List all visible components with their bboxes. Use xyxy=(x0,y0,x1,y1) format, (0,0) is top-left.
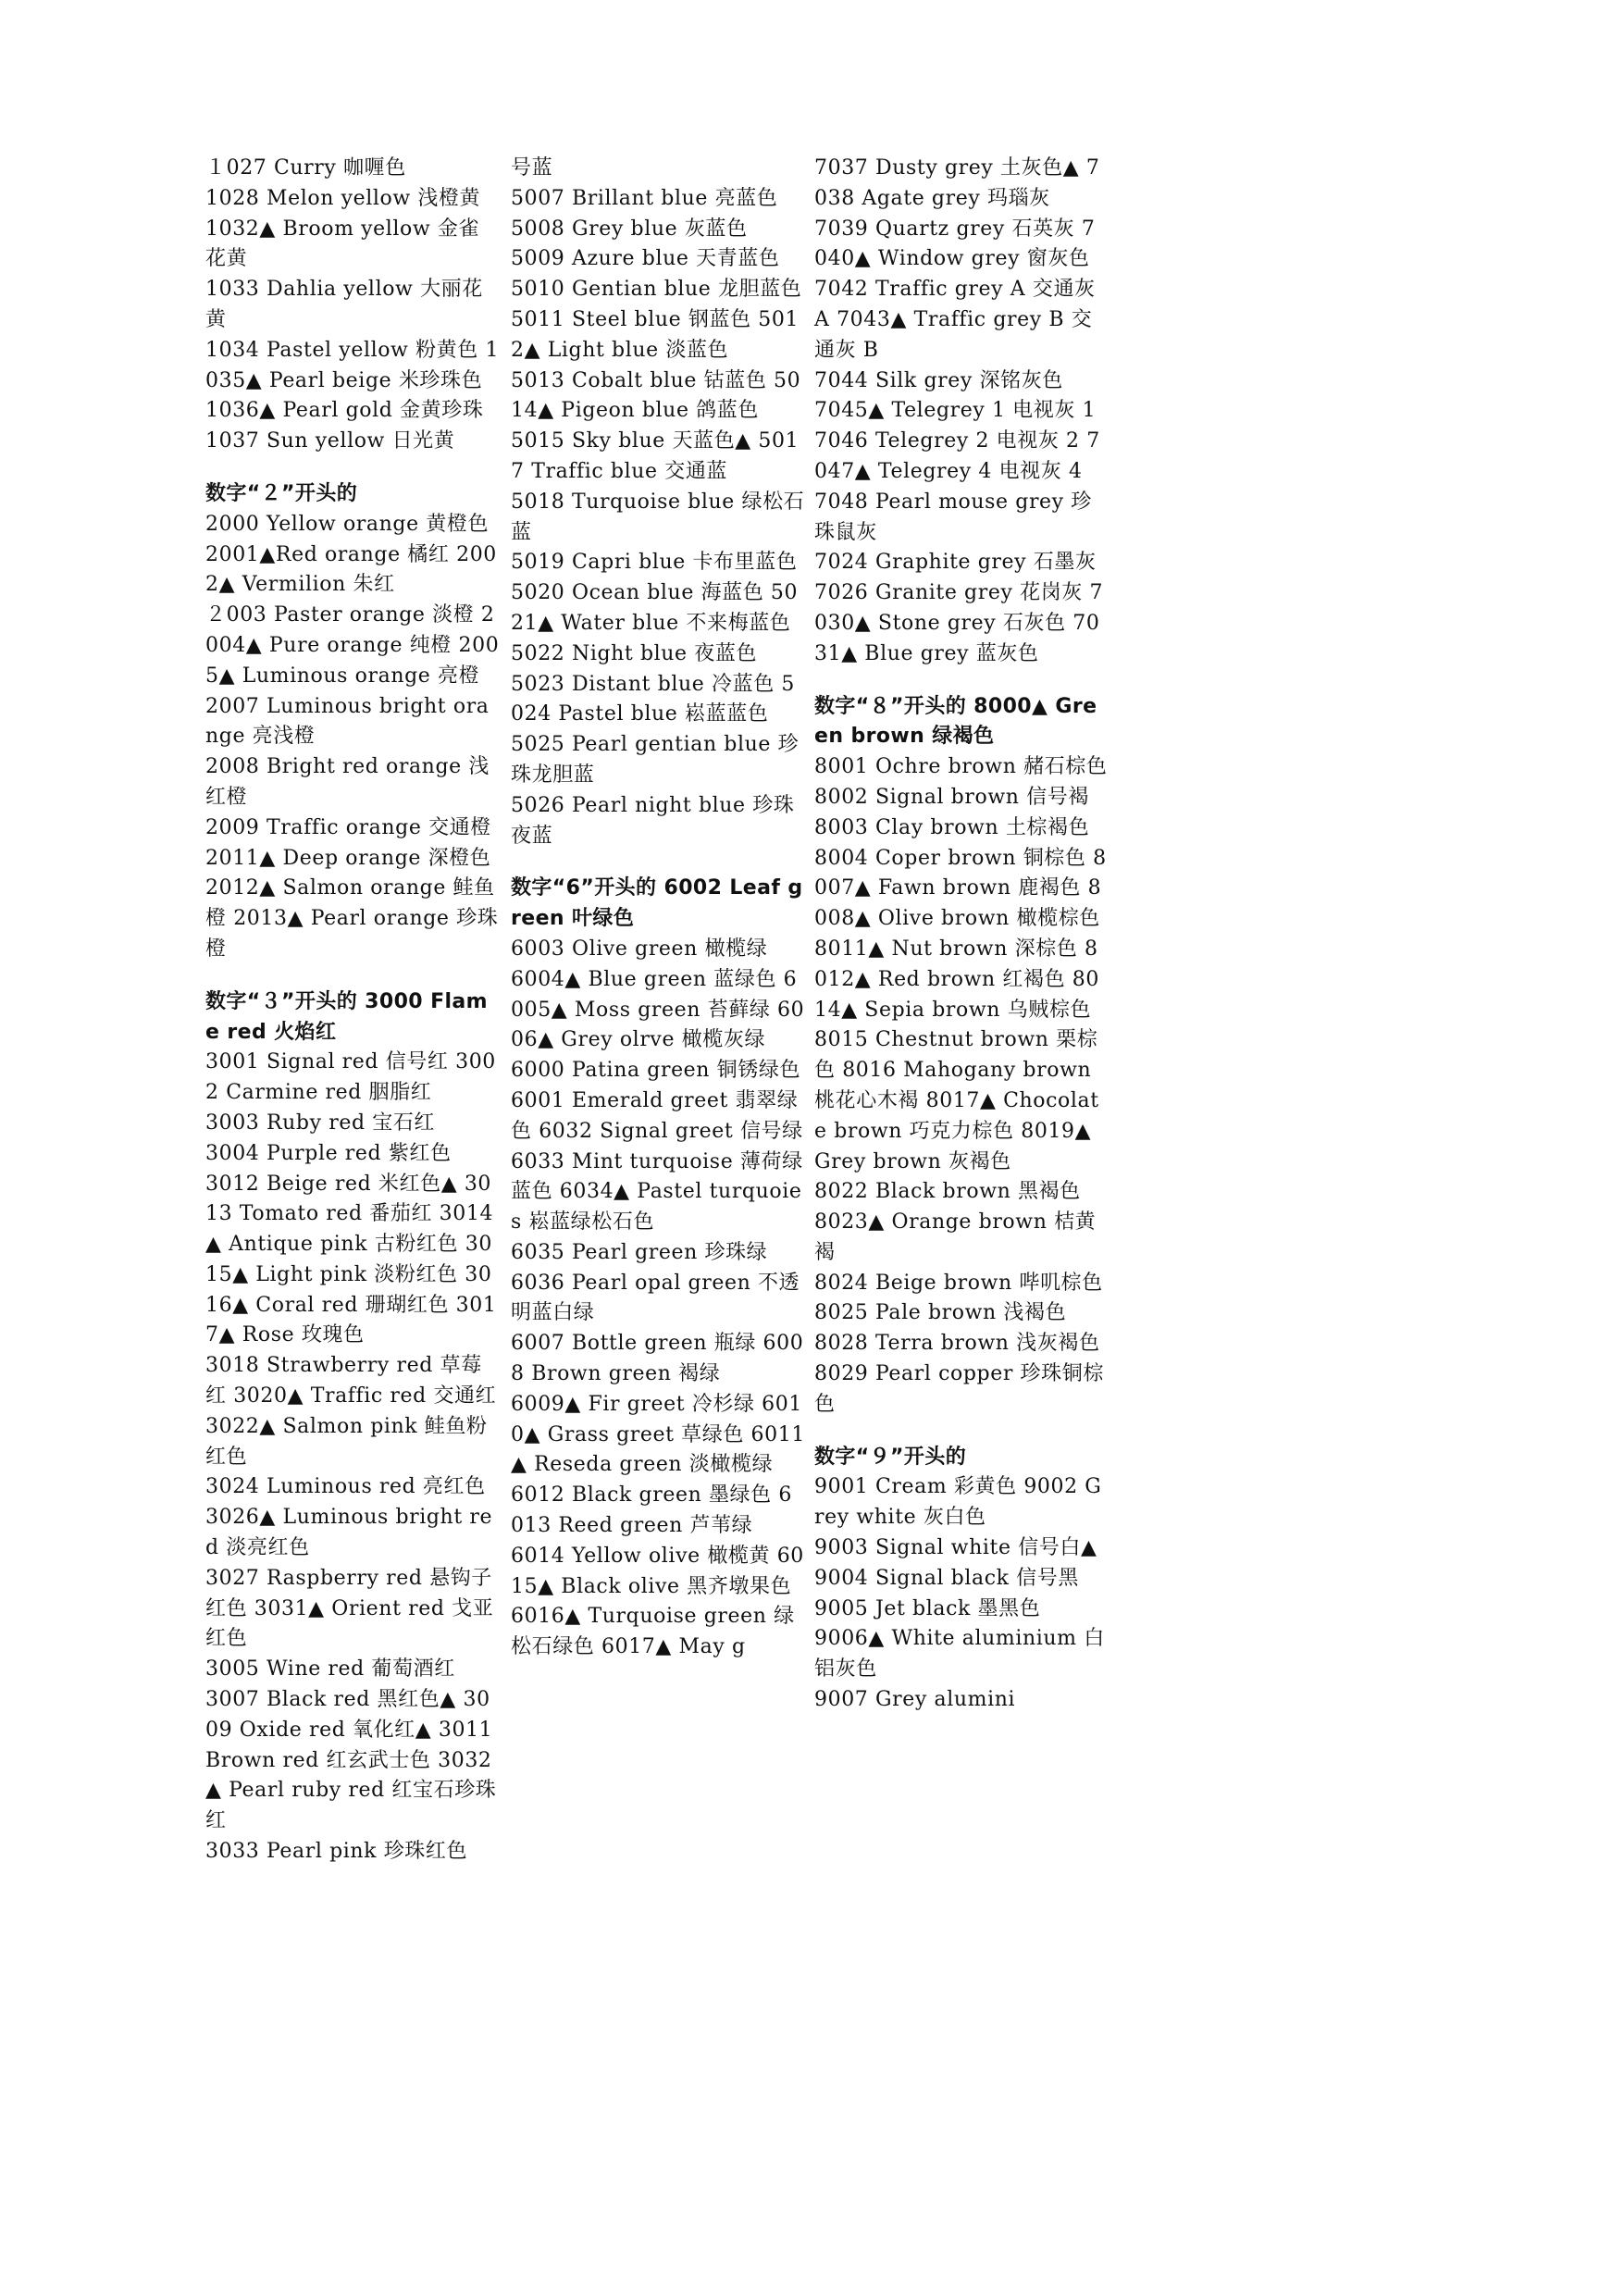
color-entry: 3001 Signal red 信号红 3002 Carmine red 胭脂红 xyxy=(205,1050,496,1105)
color-entry: 9005 Jet black 墨黑色 xyxy=(814,1596,1041,1620)
color-entry: 9001 Cream 彩黄色 9002 Grey white 灰白色 xyxy=(814,1475,1102,1530)
color-entry: 5026 Pearl night blue 珍珠夜蓝 xyxy=(511,793,795,848)
color-entry: 8023▲ Orange brown 桔黄褐 xyxy=(814,1210,1097,1264)
color-entry: 1033 Dahlia yellow 大丽花黄 xyxy=(205,278,483,331)
color-entry: 6004▲ Blue green 蓝绿色 6005▲ Moss green 苔藓绿 6006▲ Grey olrve 橄榄灰绿 xyxy=(511,967,805,1052)
color-entry: 6007 Bottle green 瓶绿 6008 Brown green 褐绿 xyxy=(511,1332,804,1386)
color-entry: 2008 Bright red orange 浅红橙 xyxy=(205,755,490,809)
color-entry: 6033 Mint turquoise 薄荷绿蓝色 6034▲ Pastel turquoies 崧蓝绿松石色 xyxy=(511,1149,803,1235)
text-column-1 xyxy=(205,154,500,1868)
color-entry: 1037 Sun yellow 日光黄 xyxy=(205,429,455,453)
color-entry: 7026 Granite grey 花岗灰 7030▲ Stone grey 石灰色 7031▲ Blue grey 蓝灰色 xyxy=(814,581,1104,665)
color-entry: 6009▲ Fir greet 冷杉绿 6010▲ Grass greet 草绿色 6011▲ Reseda green 淡橄榄绿 xyxy=(511,1392,805,1477)
color-entry: 8022 Black brown 黑褐色 xyxy=(814,1180,1081,1204)
color-entry: 2007 Luminous bright orange 亮浅橙 xyxy=(205,694,490,749)
color-entry: 3004 Purple red 紫红色 xyxy=(205,1141,452,1165)
section-heading: 数字“８”开头的 8000▲ Green brown 绿褐色 xyxy=(814,694,1097,749)
color-entry: 7037 Dusty grey 土灰色▲ 7038 Agate grey 玛瑙灰 xyxy=(814,156,1100,210)
color-entry: 3005 Wine red 葡萄酒红 xyxy=(205,1657,455,1682)
color-entry: 6000 Patina green 铜锈绿色 xyxy=(511,1059,801,1083)
color-entry: 7046 Telegrey 2 电视灰 2 7047▲ Telegrey 4 电视灰 4 xyxy=(814,429,1100,483)
color-entry: 7024 Graphite grey 石墨灰 xyxy=(814,551,1097,575)
text-column-3 xyxy=(814,154,1109,1716)
color-entry: 5019 Capri blue 卡布里蓝色 xyxy=(511,551,798,575)
color-entry: 8028 Terra brown 浅灰褐色 xyxy=(814,1332,1100,1356)
color-entry: 5015 Sky blue 天蓝色▲ 5017 Traffic blue 交通蓝 xyxy=(511,429,800,483)
color-entry: 1028 Melon yellow 浅橙黄 1032▲ Broom yellow 金雀花黄 xyxy=(205,186,481,271)
color-entry: 3027 Raspberry red 悬钩子红色 3031▲ Orient red 戈亚红色 xyxy=(205,1566,494,1651)
color-entry: 2009 Traffic orange 交通橙 2011▲ Deep orange 深橙色 2012▲ Salmon orange 鲑鱼橙 2013▲ Pearl orange 珍珠橙 xyxy=(205,815,499,961)
color-entry: 6001 Emerald greet 翡翠绿色 6032 Signal greet 信号绿 xyxy=(511,1088,803,1143)
color-entry: 7042 Traffic grey A 交通灰 A 7043▲ Traffic grey B 交通灰 B xyxy=(814,278,1096,362)
section-heading: 数字“９”开头的 xyxy=(814,1445,967,1469)
section-heading: 数字“6”开头的 6002 Leaf green 叶绿色 xyxy=(511,876,803,931)
color-entry: 号蓝 xyxy=(511,156,553,180)
color-entry: 6014 Yellow olive 橄榄黄 6015▲ Black olive 黑齐墩果色 6016▲ Turquoise green 绿松石绿色 6017▲ May g xyxy=(511,1544,804,1659)
color-entry: 7048 Pearl mouse grey 珍珠鼠灰 xyxy=(814,490,1092,544)
color-entry: 5013 Cobalt blue 钴蓝色 5014▲ Pigeon blue 鸽蓝色 xyxy=(511,368,801,423)
color-entry: 7045▲ Telegrey 1 电视灰 1 xyxy=(814,399,1097,423)
color-entry: 5023 Distant blue 冷蓝色 5024 Pastel blue 崧蓝蓝色 xyxy=(511,672,795,726)
color-entry: 8024 Beige brown 哔叽棕色 xyxy=(814,1271,1103,1295)
color-entry: 3024 Luminous red 亮红色 3026▲ Luminous bright red 淡亮红色 xyxy=(205,1475,493,1560)
color-entry: 7039 Quartz grey 石英灰 7040▲ Window grey 窗灰色 xyxy=(814,217,1096,271)
color-entry: 3012 Beige red 米红色▲ 3013 Tomato red 番茄红 3014▲ Antique pink 古粉红色 3015▲ Light pink 淡粉红色 3016▲ Coral red 珊瑚红色 3017▲ Rose 玫瑰色 xyxy=(205,1172,497,1347)
color-entry: 5025 Pearl gentian blue 珍珠龙胆蓝 xyxy=(511,733,800,787)
color-entry: 3003 Ruby red 宝石红 xyxy=(205,1111,436,1135)
color-entry: 7044 Silk grey 深铭灰色 xyxy=(814,368,1063,392)
color-entry: 8015 Chestnut brown 栗棕色 8016 Mahogany brown 桃花心木褐 8017▲ Chocolate brown 巧克力棕色 8019▲ Grey brown 灰褐色 xyxy=(814,1028,1099,1173)
color-entry: ２003 Paster orange 淡橙 2004▲ Pure orange 纯橙 2005▲ Luminous orange 亮橙 xyxy=(205,603,500,688)
color-entry: 8002 Signal brown 信号褐 xyxy=(814,785,1089,809)
color-entry: 9006▲ White aluminium 白铝灰色 xyxy=(814,1627,1105,1682)
text-column-2 xyxy=(511,154,805,1663)
color-entry: １027 Curry 咖喱色 xyxy=(205,156,406,180)
color-entry: 6012 Black green 墨绿色 6013 Reed green 芦苇绿 xyxy=(511,1483,792,1538)
color-entry: 3007 Black red 黑红色▲ 3009 Oxide red 氧化红▲ 3011 Brown red 红玄武士色 3032▲ Pearl ruby red 红宝石珍珠红 xyxy=(205,1688,497,1833)
color-entry: 9003 Signal white 信号白▲ 9004 Signal black 信号黑 xyxy=(814,1536,1097,1590)
color-entry: 5011 Steel blue 钢蓝色 5012▲ Light blue 淡蓝色 xyxy=(511,307,800,362)
color-entry: 8029 Pearl copper 珍珠铜棕色 xyxy=(814,1362,1104,1416)
color-entry: 5008 Grey blue 灰蓝色 xyxy=(511,217,748,241)
color-entry: 9007 Grey alumini xyxy=(814,1688,1016,1712)
color-entry: 3033 Pearl pink 珍珠红色 xyxy=(205,1840,468,1864)
color-entry: 6035 Pearl green 珍珠绿 xyxy=(511,1240,768,1264)
color-entry: 6036 Pearl opal green 不透明蓝白绿 xyxy=(511,1271,800,1325)
color-entry: 5010 Gentian blue 龙胆蓝色 xyxy=(511,278,802,302)
color-entry: 5022 Night blue 夜蓝色 xyxy=(511,641,758,665)
color-entry: 1034 Pastel yellow 粉黄色 1035▲ Pearl beige 米珍珠色 1036▲ Pearl gold 金黄珍珠 xyxy=(205,338,500,423)
color-entry: 8025 Pale brown 浅褐色 xyxy=(814,1301,1067,1325)
color-entry: 8004 Coper brown 铜棕色 8007▲ Fawn brown 鹿褐色 8008▲ Olive brown 橄榄棕色 8011▲ Nut brown 深棕色 8012▲ Red brown 红褐色 8014▲ Sepia brown 乌贼棕色 xyxy=(814,846,1107,1022)
color-entry: 8003 Clay brown 土棕褐色 xyxy=(814,815,1090,839)
color-entry: 6003 Olive green 橄榄绿 xyxy=(511,937,768,961)
color-entry: 5009 Azure blue 天青蓝色 xyxy=(511,247,780,271)
color-entry: 5018 Turquoise blue 绿松石蓝 xyxy=(511,490,805,544)
color-entry: 5007 Brillant blue 亮蓝色 xyxy=(511,186,778,210)
color-entry: 2000 Yellow orange 黄橙色 2001▲Red orange 橘红 2002▲ Vermilion 朱红 xyxy=(205,512,497,597)
section-heading: 数字“３”开头的 3000 Flame red 火焰红 xyxy=(205,989,489,1044)
color-entry: 8001 Ochre brown 赭石棕色 xyxy=(814,755,1108,779)
section-heading: 数字“２”开头的 xyxy=(205,481,358,505)
color-entry: 3018 Strawberry red 草莓红 3020▲ Traffic red 交通红 3022▲ Salmon pink 鲑鱼粉红色 xyxy=(205,1354,497,1469)
color-entry: 5020 Ocean blue 海蓝色 5021▲ Water blue 不来梅蓝色 xyxy=(511,581,799,635)
